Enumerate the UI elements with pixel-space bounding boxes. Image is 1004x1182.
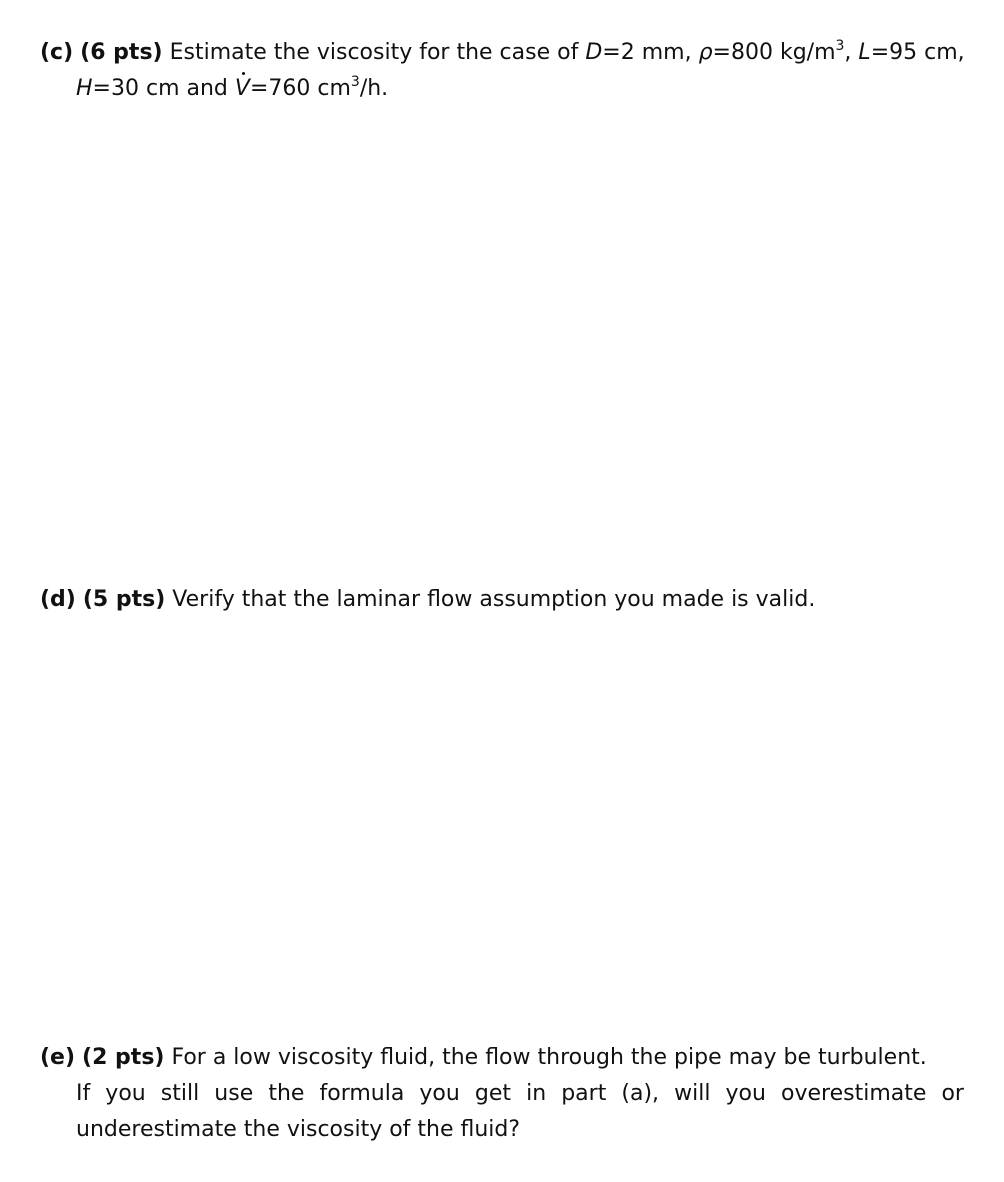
question-e-line-3: underestimate the viscosity of the fluid? xyxy=(76,1117,521,1142)
unit-V: /h. xyxy=(359,76,389,101)
separator: , xyxy=(844,40,859,65)
value-rho: =800 kg/m xyxy=(712,40,836,65)
value-L: =95 cm, xyxy=(870,40,965,65)
question-e-word: formula xyxy=(319,1081,405,1106)
question-e-word: will xyxy=(674,1081,711,1106)
question-e-word: you xyxy=(419,1081,460,1106)
question-e-line-2 xyxy=(40,1076,964,1112)
value-H: =30 cm and xyxy=(92,76,235,101)
var-V-dot: V xyxy=(235,71,250,107)
question-e-word: use xyxy=(214,1081,254,1106)
question-d-text: Verify that the laminar flow assumption you made is valid. xyxy=(172,587,816,612)
var-D: D xyxy=(585,40,603,65)
question-d-line-1 xyxy=(40,582,964,618)
question-e-label: (e) xyxy=(40,1045,76,1070)
question-c-points: (6 pts) xyxy=(80,40,163,65)
question-d xyxy=(40,582,964,618)
question-d-label: (d) xyxy=(40,587,76,612)
question-e-word: get xyxy=(474,1081,512,1106)
question-c xyxy=(40,35,964,107)
rho-exponent: 3 xyxy=(835,38,845,54)
question-e-word: part xyxy=(561,1081,607,1106)
value-D: =2 mm, xyxy=(602,40,699,65)
question-e xyxy=(40,1040,964,1148)
var-L: L xyxy=(858,40,871,65)
value-V: =760 cm xyxy=(249,76,351,101)
var-rho: ρ xyxy=(698,40,713,65)
question-e-word: still xyxy=(160,1081,200,1106)
question-d-points: (5 pts) xyxy=(82,587,166,612)
question-c-label: (c) xyxy=(40,40,74,65)
question-c-line-2 xyxy=(40,71,964,107)
V-exponent: 3 xyxy=(350,74,360,90)
question-e-word: If xyxy=(76,1081,91,1106)
question-e-word: or xyxy=(941,1081,964,1106)
question-e-word: you xyxy=(725,1081,766,1106)
question-e-word: in xyxy=(526,1081,547,1106)
question-c-text: Estimate the viscosity for the case of xyxy=(169,40,586,65)
question-e-word: overestimate xyxy=(781,1081,927,1106)
question-e-word: you xyxy=(105,1081,146,1106)
question-e-line-1 xyxy=(40,1040,964,1076)
question-e-text-1: For a low viscosity fluid, the flow through the pipe may be turbulent. xyxy=(171,1045,927,1070)
question-e-points: (2 pts) xyxy=(82,1045,165,1070)
question-e-word: the xyxy=(268,1081,305,1106)
question-e-word: (a), xyxy=(621,1081,660,1106)
question-c-line-1 xyxy=(40,35,964,71)
var-H: H xyxy=(76,76,93,101)
